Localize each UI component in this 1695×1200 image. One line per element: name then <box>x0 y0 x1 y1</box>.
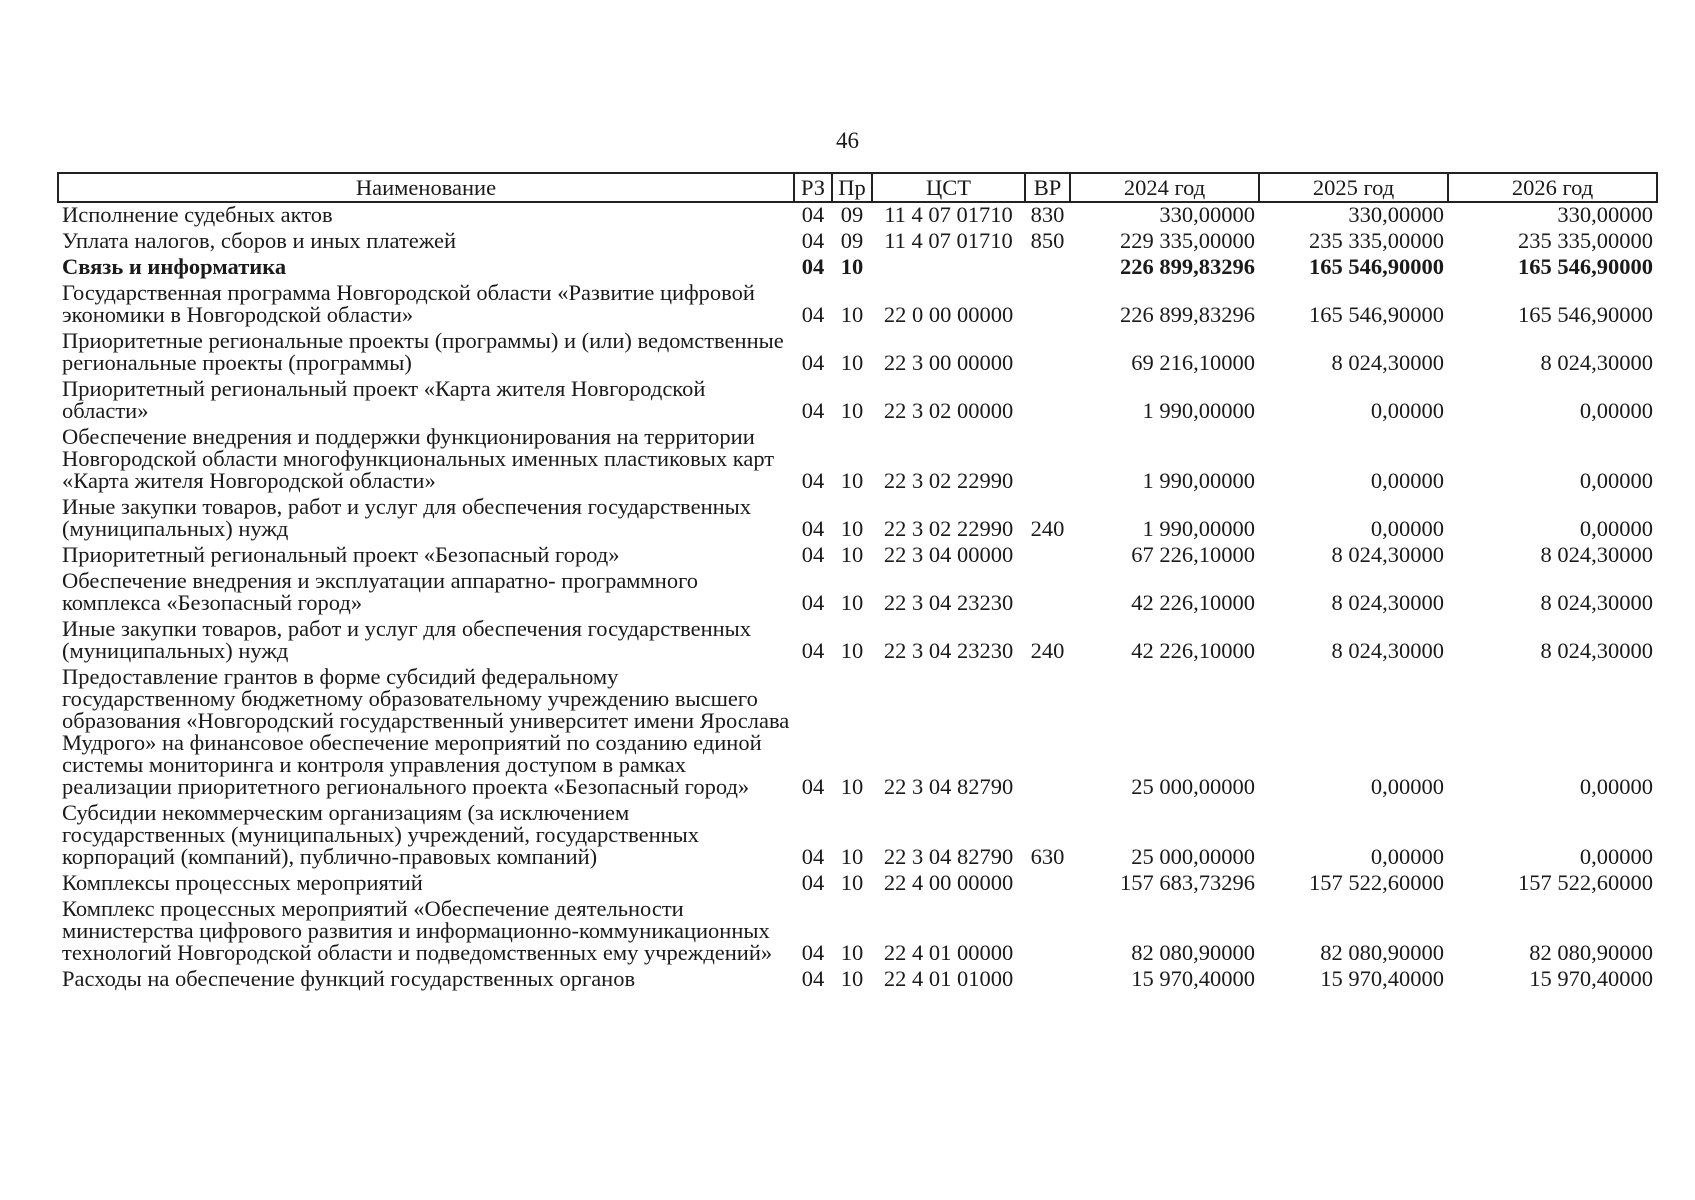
row-value-2026: 0,00000 <box>1579 516 1653 541</box>
row-cst: 22 3 04 82790 <box>883 844 1014 869</box>
row-name: Субсидии некоммерческим организациям (за исключением государственных (муниципальных) учреждений, государственных корпораций (компаний), публично-правовых компаний) <box>62 800 700 869</box>
row-vr <box>1025 425 1070 495</box>
row-value-2024: 25 000,00000 <box>1131 774 1255 799</box>
header-row <box>58 173 1657 202</box>
page-number: 46 <box>836 128 859 153</box>
row-vr <box>1025 569 1070 617</box>
row-rz: 04 <box>801 228 825 253</box>
row-value-2024: 15 970,40000 <box>1131 966 1255 991</box>
row-value-2026: 8 024,30000 <box>1540 590 1653 615</box>
row-value-2026: 0,00000 <box>1579 844 1653 869</box>
table-row <box>58 897 1657 967</box>
row-cst <box>872 255 1025 281</box>
row-name: Комплексы процессных мероприятий <box>62 870 423 895</box>
row-name: Уплата налогов, сборов и иных платежей <box>62 228 457 253</box>
row-value-2025: 8 024,30000 <box>1331 590 1444 615</box>
row-rz: 04 <box>801 638 825 663</box>
row-name: Исполнение судебных актов <box>62 202 333 227</box>
row-rz: 04 <box>801 350 825 375</box>
row-value-2026: 82 080,90000 <box>1529 940 1653 965</box>
row-pr: 10 <box>840 516 864 541</box>
row-name: Предоставление грантов в форме субсидий федеральному государственному бюджетному образовательному учреждению высшего образования «Новгородский государственный университет имени Ярослава Мудрого» на финансовое обеспечение мероприятий по созданию единой системы мониторинга и контроля управления доступом в рамках реализации приоритетного регионального проекта «Безопасный город» <box>62 664 790 799</box>
row-value-2024: 25 000,00000 <box>1131 844 1255 869</box>
row-pr: 10 <box>840 844 864 869</box>
table-row <box>58 801 1657 871</box>
row-value-2024: 157 683,73296 <box>1120 870 1255 895</box>
row-value-2025: 82 080,90000 <box>1320 940 1444 965</box>
row-name: Расходы на обеспечение функций государственных органов <box>62 966 636 991</box>
row-vr: 850 <box>1030 228 1065 253</box>
row-cst: 22 3 04 23230 <box>883 638 1014 663</box>
table-row <box>58 871 1657 897</box>
row-pr: 10 <box>840 590 864 615</box>
row-name: Государственная программа Новгородской области «Развитие цифровой экономики в Новгородской области» <box>62 280 755 327</box>
row-value-2024: 42 226,10000 <box>1131 638 1255 663</box>
table-row <box>58 255 1657 281</box>
row-rz: 04 <box>801 590 825 615</box>
budget-table <box>57 172 1658 993</box>
table-row <box>58 569 1657 617</box>
row-vr <box>1025 377 1070 425</box>
table-header <box>58 173 1657 202</box>
table-row <box>58 202 1657 229</box>
row-pr: 09 <box>840 202 864 227</box>
row-value-2026: 165 546,90000 <box>1518 254 1653 279</box>
header-rz: РЗ <box>794 173 832 202</box>
header-vr: ВР <box>1025 173 1070 202</box>
table-row <box>58 543 1657 569</box>
row-pr: 10 <box>840 940 864 965</box>
row-value-2025: 0,00000 <box>1370 516 1444 541</box>
row-vr <box>1025 871 1070 897</box>
row-name: Иные закупки товаров, работ и услуг для обеспечения государственных (муниципальных) нужд <box>62 616 752 663</box>
row-name: Иные закупки товаров, работ и услуг для обеспечения государственных (муниципальных) нужд <box>62 494 752 541</box>
row-name: Комплекс процессных мероприятий «Обеспечение деятельности министерства цифрового развития и информационно-коммуникационных технологий Новгородской области и подведомственных ему учреждений» <box>62 896 773 965</box>
row-value-2025: 15 970,40000 <box>1320 966 1444 991</box>
row-rz: 04 <box>801 940 825 965</box>
row-vr: 240 <box>1030 516 1065 541</box>
row-pr: 10 <box>840 254 864 279</box>
row-value-2026: 157 522,60000 <box>1518 870 1653 895</box>
row-value-2024: 229 335,00000 <box>1120 228 1255 253</box>
row-rz: 04 <box>801 468 825 493</box>
row-cst: 22 3 00 00000 <box>883 350 1014 375</box>
row-cst: 22 4 00 00000 <box>883 870 1014 895</box>
row-name: Приоритетный региональный проект «Безопасный город» <box>62 542 620 567</box>
row-pr: 10 <box>840 398 864 423</box>
row-value-2024: 226 899,83296 <box>1120 302 1255 327</box>
row-value-2024: 42 226,10000 <box>1131 590 1255 615</box>
table-row <box>58 967 1657 993</box>
row-pr: 10 <box>840 870 864 895</box>
row-cst: 22 4 01 00000 <box>883 940 1014 965</box>
row-vr <box>1025 255 1070 281</box>
row-name: Приоритетный региональный проект «Карта жителя Новгородской области» <box>62 376 706 423</box>
table-row <box>58 377 1657 425</box>
row-value-2026: 8 024,30000 <box>1540 350 1653 375</box>
row-rz: 04 <box>801 302 825 327</box>
header-2024: 2024 год <box>1070 173 1259 202</box>
header-pr: Пр <box>832 173 872 202</box>
row-rz: 04 <box>801 516 825 541</box>
row-value-2025: 8 024,30000 <box>1331 350 1444 375</box>
row-name: Связь и информатика <box>62 254 287 279</box>
row-rz: 04 <box>801 202 825 227</box>
row-value-2024: 330,00000 <box>1159 202 1255 227</box>
row-pr: 10 <box>840 774 864 799</box>
row-value-2025: 165 546,90000 <box>1309 302 1444 327</box>
table-body <box>58 202 1657 993</box>
header-2025: 2025 год <box>1259 173 1448 202</box>
row-value-2026: 0,00000 <box>1579 398 1653 423</box>
row-rz: 04 <box>801 542 825 567</box>
row-vr <box>1025 329 1070 377</box>
row-pr: 10 <box>840 350 864 375</box>
row-value-2025: 8 024,30000 <box>1331 542 1444 567</box>
row-value-2024: 67 226,10000 <box>1131 542 1255 567</box>
row-pr: 10 <box>840 302 864 327</box>
row-rz: 04 <box>801 844 825 869</box>
row-name: Приоритетные региональные проекты (программы) и (или) ведомственные региональные проекты (программы) <box>62 328 784 375</box>
row-value-2024: 1 990,00000 <box>1142 516 1255 541</box>
row-cst: 22 3 04 23230 <box>883 590 1014 615</box>
row-vr <box>1025 967 1070 993</box>
table-row <box>58 329 1657 377</box>
row-pr: 10 <box>840 468 864 493</box>
table-row <box>58 665 1657 801</box>
row-cst: 11 4 07 01710 <box>884 228 1013 253</box>
row-cst: 11 4 07 01710 <box>884 202 1013 227</box>
table-row <box>58 229 1657 255</box>
row-vr <box>1025 543 1070 569</box>
row-value-2025: 0,00000 <box>1370 844 1444 869</box>
row-pr: 10 <box>840 542 864 567</box>
row-cst: 22 0 00 00000 <box>883 302 1014 327</box>
row-vr: 240 <box>1030 638 1065 663</box>
row-value-2024: 82 080,90000 <box>1131 940 1255 965</box>
row-pr: 10 <box>840 966 864 991</box>
table-row <box>58 425 1657 495</box>
row-value-2024: 1 990,00000 <box>1142 398 1255 423</box>
row-value-2025: 235 335,00000 <box>1309 228 1444 253</box>
table-row <box>58 617 1657 665</box>
header-name: Наименование <box>58 173 794 202</box>
row-value-2026: 330,00000 <box>1557 202 1653 227</box>
row-cst: 22 3 04 00000 <box>883 542 1014 567</box>
header-cst: ЦСТ <box>872 173 1025 202</box>
row-value-2025: 0,00000 <box>1370 398 1444 423</box>
table-row <box>58 281 1657 329</box>
row-vr: 630 <box>1030 844 1065 869</box>
row-value-2026: 8 024,30000 <box>1540 638 1653 663</box>
header-2026: 2026 год <box>1448 173 1657 202</box>
row-vr <box>1025 281 1070 329</box>
row-vr: 830 <box>1030 202 1065 227</box>
row-value-2026: 8 024,30000 <box>1540 542 1653 567</box>
row-name: Обеспечение внедрения и поддержки функционирования на территории Новгородской области многофункциональных именных пластиковых карт «Карта жителя Новгородской области» <box>62 424 775 493</box>
row-rz: 04 <box>801 254 825 279</box>
row-pr: 10 <box>840 638 864 663</box>
row-value-2025: 157 522,60000 <box>1309 870 1444 895</box>
row-rz: 04 <box>801 774 825 799</box>
row-cst: 22 4 01 01000 <box>883 966 1014 991</box>
row-rz: 04 <box>801 398 825 423</box>
row-value-2025: 8 024,30000 <box>1331 638 1444 663</box>
row-vr <box>1025 897 1070 967</box>
row-pr: 09 <box>840 228 864 253</box>
row-value-2024: 226 899,83296 <box>1120 254 1255 279</box>
row-value-2025: 0,00000 <box>1370 774 1444 799</box>
row-cst: 22 3 02 22990 <box>883 468 1014 493</box>
row-value-2026: 0,00000 <box>1579 468 1653 493</box>
row-value-2025: 165 546,90000 <box>1309 254 1444 279</box>
row-rz: 04 <box>801 870 825 895</box>
row-vr <box>1025 665 1070 801</box>
row-name: Обеспечение внедрения и эксплуатации аппаратно- программного комплекса «Безопасный город» <box>62 568 698 615</box>
row-cst: 22 3 04 82790 <box>883 774 1014 799</box>
row-value-2024: 1 990,00000 <box>1142 468 1255 493</box>
row-cst: 22 3 02 22990 <box>883 516 1014 541</box>
row-value-2025: 0,00000 <box>1370 468 1444 493</box>
table-row <box>58 495 1657 543</box>
row-value-2026: 165 546,90000 <box>1518 302 1653 327</box>
row-cst: 22 3 02 00000 <box>883 398 1014 423</box>
row-value-2025: 330,00000 <box>1348 202 1444 227</box>
row-rz: 04 <box>801 966 825 991</box>
row-value-2026: 15 970,40000 <box>1529 966 1653 991</box>
row-value-2026: 235 335,00000 <box>1518 228 1653 253</box>
row-value-2026: 0,00000 <box>1579 774 1653 799</box>
row-value-2024: 69 216,10000 <box>1131 350 1255 375</box>
